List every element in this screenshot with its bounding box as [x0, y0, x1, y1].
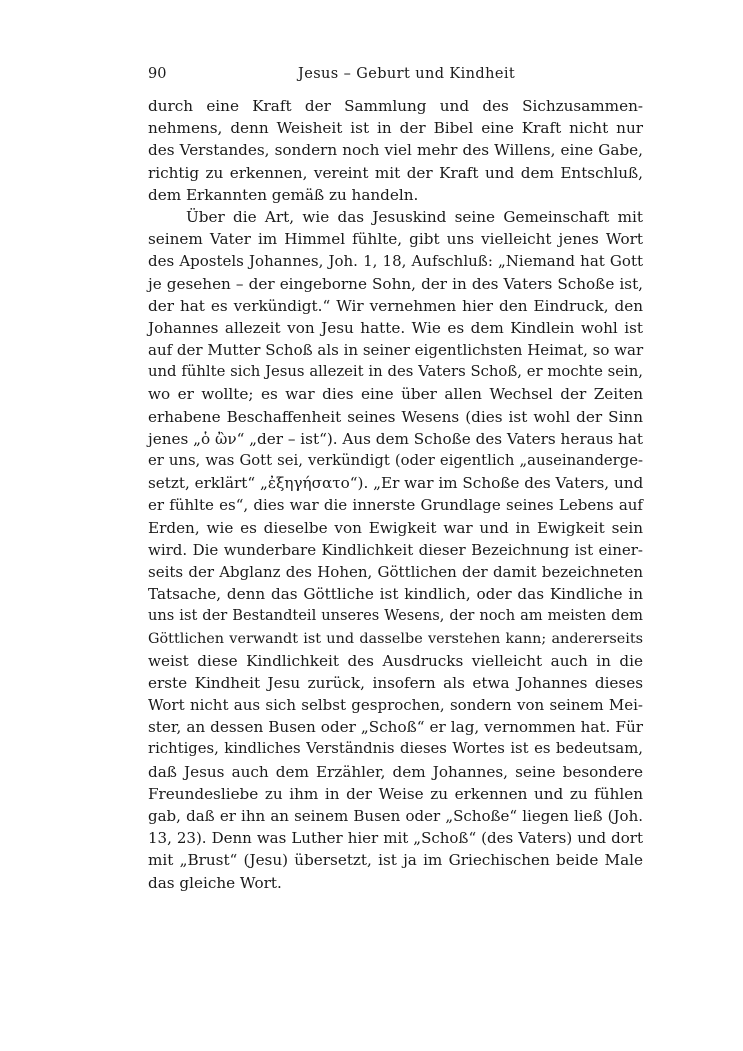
text-line: seinem Vater im Himmel fühlte, gibt uns vielleicht jenes Wort: [148, 230, 643, 249]
running-head-title: Jesus – Geburt und Kindheit: [298, 66, 516, 82]
text-line: das gleiche Wort.: [148, 873, 282, 892]
text-line: wird. Die wunderbare Kindlichkeit dieser Bezeichnung ist einer-: [148, 540, 643, 559]
text-line: durch eine Kraft der Sammlung und des Sichzusammen-: [148, 97, 643, 115]
text-line: je gesehen – der eingeborne Sohn, der in des Vaters Schoße ist,: [148, 274, 643, 293]
text-line: und fühlte sich Jesus allezeit in des Vaters Schoß, er mochte sein,: [148, 363, 643, 381]
text-line: 13, 23). Denn was Luther hier mit „Schoß“ (des Vaters) und dort: [148, 829, 643, 848]
text-line: richtiges, kindliches Verständnis dieses Wortes ist es bedeutsam,: [148, 740, 643, 758]
text-line: mit „Brust“ (Jesu) übersetzt, ist ja im Griechischen beide Male: [148, 851, 643, 870]
text-line: Über die Art, wie das Jesuskind seine Gemeinschaft mit: [186, 207, 643, 226]
text-line: Erden, wie es dieselbe von Ewigkeit war und in Ewigkeit sein: [148, 518, 643, 537]
text-line: auf der Mutter Schoß als in seiner eigentlichsten Heimat, so war: [148, 341, 644, 360]
text-line: nehmens, denn Weisheit ist in der Bibel eine Kraft nicht nur: [148, 119, 643, 138]
text-line: jenes „ὁ ὢν“ „der – ist“). Aus dem Schoße des Vaters heraus hat: [148, 429, 643, 448]
text-line: wo er wollte; es war dies eine über allen Wechsel der Zeiten: [148, 385, 643, 404]
body-text: [148, 95, 643, 894]
text-line: daß Jesus auch dem Erzähler, dem Johannes, seine besondere: [148, 762, 643, 781]
running-head: [148, 63, 643, 85]
text-line: er uns, was Gott sei, verkündigt (oder eigentlich „auseinanderge-: [148, 452, 643, 469]
text-line: uns ist der Bestandteil unseres Wesens, der noch am meisten dem: [148, 607, 643, 625]
text-line: setzt, erklärt“ „ἐξηγήσατο“). „Er war im Schoße des Vaters, und: [148, 474, 644, 493]
text-line: er fühlte es“, dies war die innerste Grundlage seines Lebens auf: [148, 496, 643, 515]
text-line: erhabene Beschaffenheit seines Wesens (dies ist wohl der Sinn: [148, 407, 643, 426]
text-line: des Apostels Johannes, Joh. 1, 18, Aufschluß: „Niemand hat Gott: [148, 252, 643, 271]
text-line: richtig zu erkennen, vereint mit der Kraft und dem Entschluß,: [148, 163, 643, 182]
text-line: Göttlichen verwandt ist und dasselbe verstehen kann; andererseits: [148, 630, 643, 647]
text-line: Wort nicht aus sich selbst gesprochen, sondern von seinem Mei-: [148, 696, 643, 715]
text-line: Johannes allezeit von Jesu hatte. Wie es dem Kindlein wohl ist: [148, 318, 643, 337]
text-line: seits der Abglanz des Hohen, Göttlichen der damit bezeichneten: [148, 562, 643, 581]
text-line: des Verstandes, sondern noch viel mehr des Willens, eine Gabe,: [148, 141, 643, 160]
text-line: weist diese Kindlichkeit des Ausdrucks vielleicht auch in die: [148, 651, 643, 670]
page-number: 90: [148, 66, 167, 82]
text-line: gab, daß er ihn an seinem Busen oder „Schoße“ liegen ließ (Joh.: [148, 807, 643, 825]
text-line: Tatsache, denn das Göttliche ist kindlich, oder das Kindliche in: [148, 585, 643, 604]
text-line: Freundesliebe zu ihm in der Weise zu erkennen und zu fühlen: [148, 784, 643, 803]
text-line: erste Kindheit Jesu zurück, insofern als etwa Johannes dieses: [148, 673, 643, 692]
text-line: der hat es verkündigt.“ Wir vernehmen hier den Eindruck, den: [148, 296, 643, 315]
text-line: ster, an dessen Busen oder „Schoß“ er lag, vernommen hat. Für: [148, 718, 643, 737]
text-line: dem Erkannten gemäß zu handeln.: [148, 185, 419, 204]
